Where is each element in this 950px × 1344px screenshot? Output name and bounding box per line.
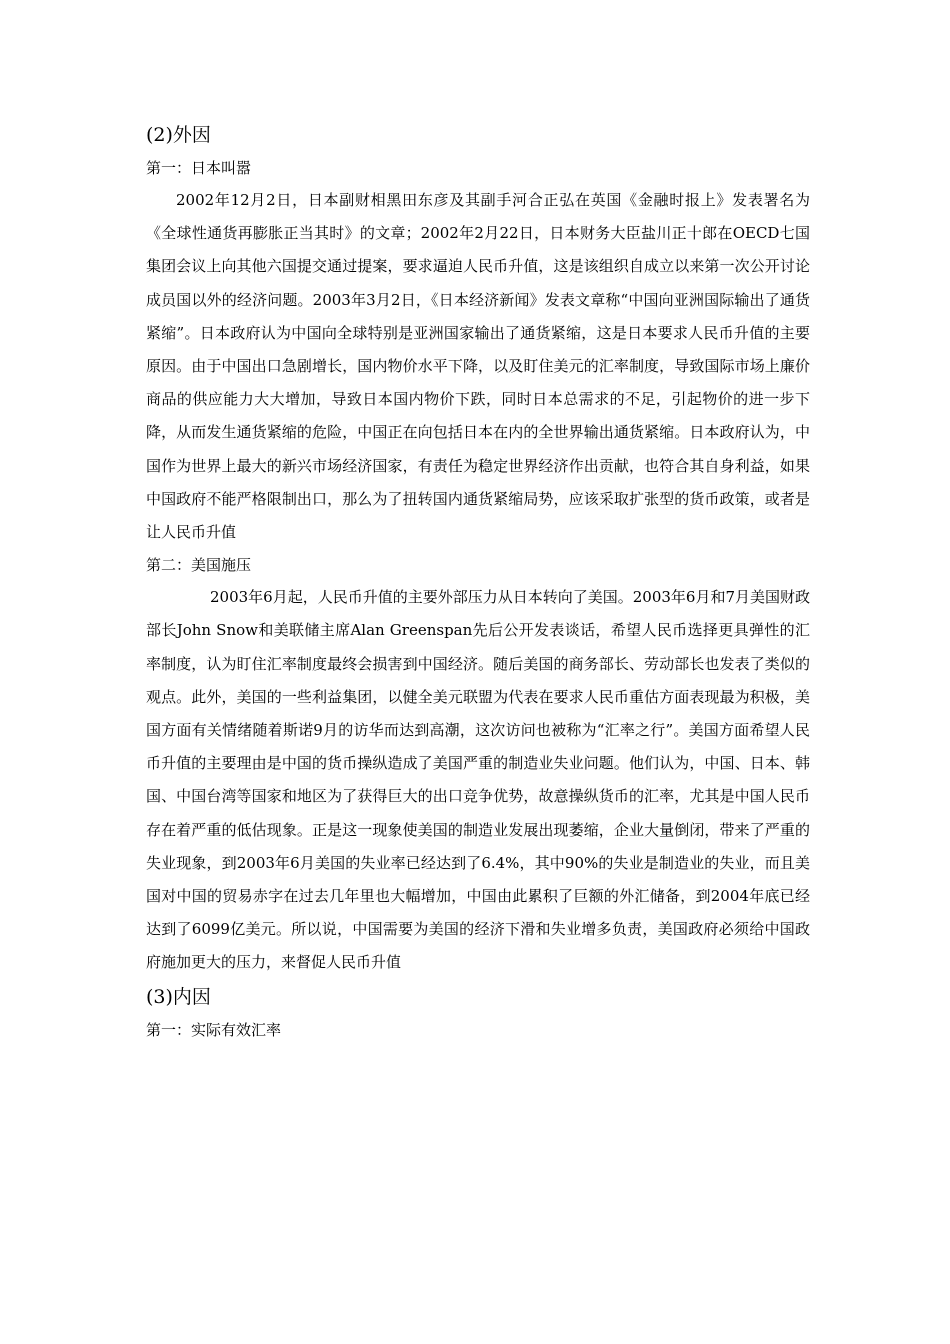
subheading-japan-clamor: 第一：日本叫嚣	[146, 159, 252, 177]
section-heading-external-causes: (2)外因	[146, 124, 211, 146]
subheading-real-effective-rate: 第一：实际有效汇率	[146, 1020, 282, 1039]
document-body	[146, 118, 810, 1046]
paragraph-us: 2003年6月起，人民币升值的主要外部压力从日本转向了美国。2003年6月和7月美国财政部长John Snow和美联储主席Alan Greenspan先后公开发表谈话，希望人民币选择更具弹性的汇率制度，认为盯住汇率制度最终会损害到中国经济。随后美国的商务部长、劳动部长也发表了类似的观点。此外，美国的一些利益集团，以健全美元联盟为代表在要求人民币重估方面表现最为积极，美国方面有关情绪随着斯诺9月的访华而达到高潮，这次访问也被称为“汇率之行”。美国方面希望人民币升值的主要理由是中国的货币操纵造成了美国严重的制造业失业问题。他们认为，中国、日本、韩国、中国台湾等国家和地区为了获得巨大的出口竞争优势，故意操纵货币的汇率，尤其是中国人民币存在着严重的低估现象。正是这一现象使美国的制造业发展出现萎缩，企业大量倒闭，带来了严重的失业现象，到2003年6月美国的失业率已经达到了6.4%，其中90%的失业是制造业的失业，而且美国对中国的贸易赤字在过去几年里也大幅增加，中国由此累积了巨额的外汇储备，到2004年底已经达到了6099亿美元。所以说，中国需要为美国的经济下滑和失业增多负责，美国政府必须给中国政府施加更大的压力，来督促人民币升值	[146, 588, 810, 972]
section-heading-internal-causes: (3)内因	[146, 985, 211, 1008]
paragraph-japan: 2002年12月2日，日本副财相黑田东彦及其副手河合正弘在英国《金融时报上》发表署名为《全球性通货再膨胀正当其时》的文章；2002年2月22日，日本财务大臣盐川正十郎在OECD七国集团会议上向其他六国提交通过提案，要求逼迫人民币升值，这是该组织自成立以来第一次公开讨论成员国以外的经济问题。2003年3月2日，《日本经济新闻》发表文章称“中国向亚洲国际输出了通货紧缩”。日本政府认为中国向全球特别是亚洲国家输出了通货紧缩，这是日本要求人民币升值的主要原因。由于中国出口急剧增长，国内物价水平下降，以及盯住美元的汇率制度，导致国际市场上廉价商品的供应能力大大增加，导致日本国内物价下跌，同时日本总需求的不足，引起物价的进一步下降，从而发生通货紧缩的危险，中国正在向包括日本在内的全世界输出通货紧缩。日本政府认为，中国作为世界上最大的新兴市场经济国家，有责任为稳定世界经济作出贡献，也符合其自身利益，如果中国政府不能严格限制出口，那么为了扭转国内通货紧缩局势，应该采取扩张型的货币政策，或者是让人民币升值	[146, 191, 810, 542]
subheading-us-pressure: 第二：美国施压	[146, 556, 252, 575]
